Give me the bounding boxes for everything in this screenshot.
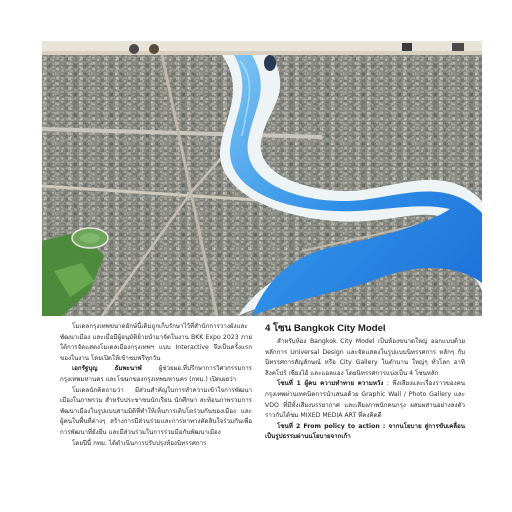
section-heading: 4 โซน Bangkok City Model [265,323,386,334]
left-paragraph-2 [60,364,252,385]
city-model-photo [42,41,482,316]
zone-2-label: โซนที่ 2 From policy to action : จากนโยบาย [277,422,422,430]
person-name: เอกรัฐบุญ ธัมพะนาฬ [72,365,142,373]
zone-1-paragraph [265,379,465,421]
zone-1-text: : พึ่งเสียงและเรื่องราวของคนกรุงเทพผ่านเทคนิคการนำเสนอด้วย Graphic Wall / Photo Gallery และ VDO ที่มีทั้งเสียงบรรยากาศ และเสียงภาพนักคนกรุง ผสมผสานอย่างลงตัวราวกับได้ชม MIXED MEDIA ART ที่คงคิดดี [265,380,466,420]
zone-1-label: โซนที่ 1 ผู้คน ความทำทาย ความหวัง [277,380,384,388]
person-description: ผู้ช่วยผอ.ที่ปรึกษาการวิศวกรรมการกรุงเทพมหานคร และโฆษกของกรุงเทพมหานคร (กทม.) เปิดเผยว่า [60,365,252,383]
right-text-column [265,322,465,443]
left-paragraph-3: โมเดลนักคิดถามว่า มีส่วนสำคัญในการทำความเข้าใจการพัฒนาเมืองในภาพรวม สำหรับประชาชนนักเรียน นักศึกษา สะท้อนภาพรวมการพัฒนาเมืองในรูปแบบสามมิติที่ทำให้เห็นการเติบโตร่วมกันของเมือง และผู้คนในพื้นที่ต่างๆ สร้างการมีส่วนร่วมและการหาทางตัดสินใจร่วมกันเพื่อการพัฒนาที่ยั่งยืน และมีส่วนร่วมในการร่วมมือกันพัฒนาเมือง [60,386,252,436]
left-text-column [60,322,252,449]
right-paragraph-1: สำหรับห้อง Bangkok City Model เป็นห้องขนาดใหญ่ ออกแบบด้วยหลักการ Universal Design และจัดแสดงในรูปแบบนิทรรศการ หลักๆ กับนิทรรศการสัญลักษณ์ หรือ City Gallery ในตำนาน ใหญ่ๆ ทั่วโลก อาทิ สิงคโปร์ เซี่ยงไฮ้ และแอลแอง โดยนิทรรศการแบ่งเป็น 4 โซนหลัก [265,338,465,377]
zone-2-paragraph [265,422,465,443]
left-paragraph-4: โดยปีนี้ กทม. ได้ดำเนินการปรับปรุงห้องนิทรรศการ [72,439,207,447]
zone-2-text: สู่การขับเคลื่อนเป็นรูปธรรมผ่านนโยบายจากเก้า [265,422,466,441]
left-paragraph-1: โมเดลกรุงเทพขนาดยักษ์นี้เดิมถูกเก็บรักษาไว้ที่สำนักการวางผังและพัฒนาเมือง และเมื่อมีผู้อนุมัติย้ายนำมาจัดในงาน BKK Expo 2023 ภายใต้การจัดแสดงโมเดลเมืองกรุงเทพฯ แบบ Interactive จึงเป็นครั้งแรกของในงาน โดยเปิดให้เข้าชมฟรีทุกวัน [60,323,252,362]
